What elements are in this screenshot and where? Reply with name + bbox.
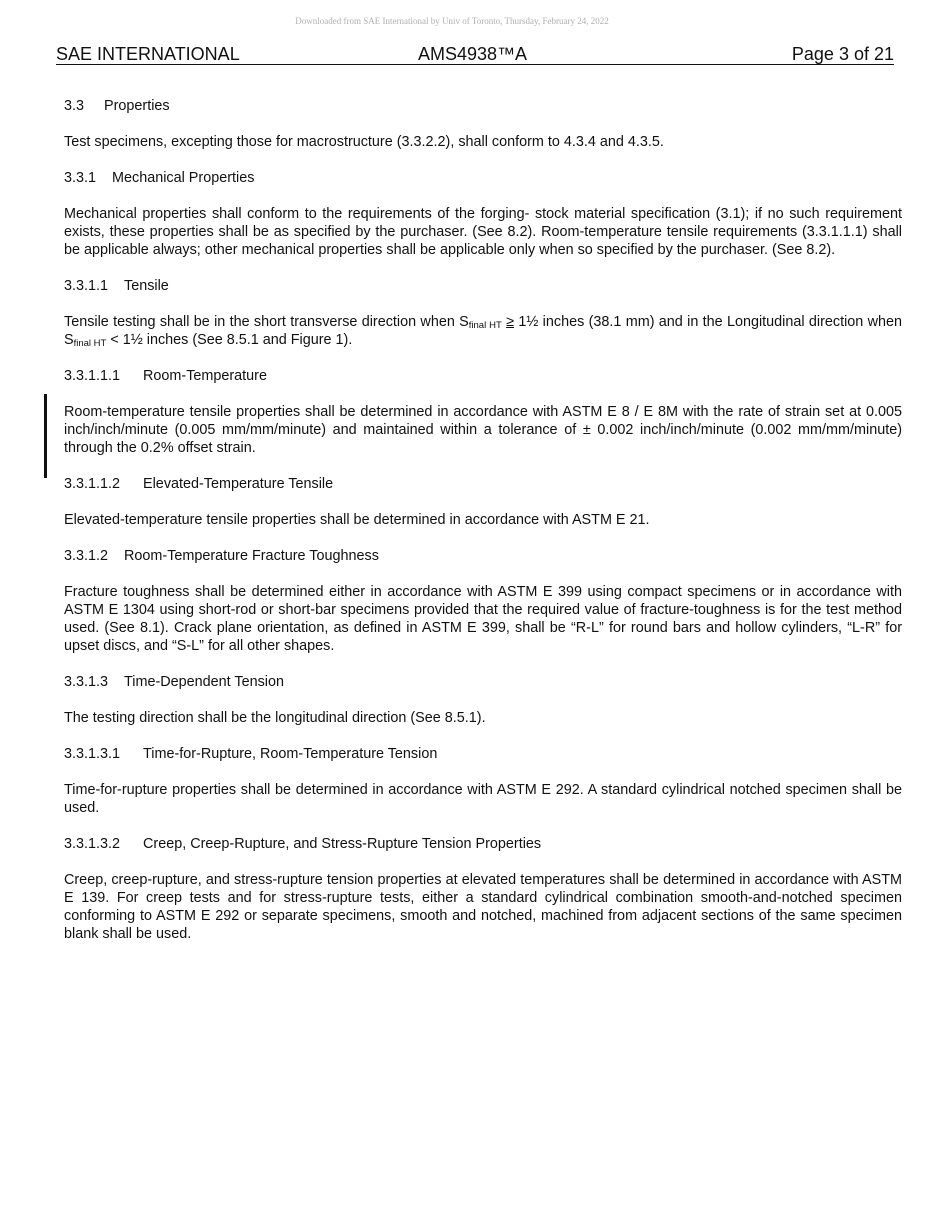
document-id: AMS4938™A xyxy=(418,44,528,64)
section-heading: 3.3.1.1.2 Elevated-Temperature Tensile xyxy=(64,476,334,492)
subscript-final-ht: final HT xyxy=(468,320,502,331)
page-header xyxy=(56,44,894,65)
section-paragraph: Room-temperature tensile properties shall be determined in accordance with ASTM E 8 / E 8M with the rate of strain set at 0.005 inch/inch/minute (0.005 mm/mm/minute) and maintained within a tolerance of ± 0.002 inch/inch/minute (0.002 mm/mm/minute) through the 0.2% offset strain. xyxy=(64,404,902,456)
greater-equal-symbol: ≥ xyxy=(506,314,515,330)
section-heading: 3.3.1.3.2 Creep, Creep-Rupture, and Stress-Rupture Tension Properties xyxy=(64,836,542,852)
revision-change-bar xyxy=(44,394,47,478)
section-paragraph: The testing direction shall be the longitudinal direction (See 8.5.1). xyxy=(64,710,486,726)
section-heading: 3.3.1 Mechanical Properties xyxy=(64,170,255,186)
document-body xyxy=(64,97,902,961)
section-paragraph: Elevated-temperature tensile properties shall be determined in accordance with ASTM E 21. xyxy=(64,512,650,528)
section-heading: 3.3.1.3.1 Time-for-Rupture, Room-Temperature Tension xyxy=(64,746,438,762)
download-watermark: Downloaded from SAE International by Univ of Toronto, Thursday, February 24, 2022 xyxy=(295,16,609,26)
section-heading: 3.3.1.3 Time-Dependent Tension xyxy=(64,674,285,690)
section-paragraph: Fracture toughness shall be determined either in accordance with ASTM E 399 using compact specimens or in accordance with ASTM E 1304 using short-rod or short-bar specimens provided that the required value of fracture-toughness is for the test method used. (See 8.1). Crack plane orientation, as defined in ASTM E 399, shall be “R-L” for round bars and hollow cylinders, “L-R” for upset discs, and “S-L” for all other shapes. xyxy=(64,584,902,654)
page-number: Page 3 of 21 xyxy=(791,44,894,64)
section-heading: 3.3.1.1 Tensile xyxy=(64,278,169,294)
section-paragraph: Tensile testing shall be in the short transverse direction when $S_{final HT}$ ≥ 1½ inches (38.1 mm) and in the Longitudinal direction when $S_{final HT}$ < 1½ inches (See 8.5.1 and Figure 1). xyxy=(64,314,903,349)
section-paragraph: Creep, creep-rupture, and stress-rupture tension properties at elevated temperatures shall be determined in accordance with ASTM E 139. For creep tests and for stress-rupture tests, either a standard cylindrical combination smooth-and-notched specimen conforming to ASTM E 292 or separate specimens, smooth and notched, machined from adjacent sections of the same specimen blank shall be used. xyxy=(64,872,902,942)
section-heading: 3.3.1.1.1 Room-Temperature xyxy=(64,368,267,384)
section-paragraph: Time-for-rupture properties shall be determined in accordance with ASTM E 292. A standard cylindrical notched specimen shall be used. xyxy=(64,782,902,816)
section-heading: 3.3.1.2 Room-Temperature Fracture Toughness xyxy=(64,548,379,564)
org-name: SAE INTERNATIONAL xyxy=(56,44,240,64)
section-paragraph: Test specimens, excepting those for macrostructure (3.3.2.2), shall conform to 4.3.4 and 4.3.5. xyxy=(64,134,664,150)
section-heading: 3.3 Properties xyxy=(64,98,170,114)
subscript-final-ht: final HT xyxy=(73,338,107,349)
section-paragraph: Mechanical properties shall conform to the requirements of the forging- stock material specification (3.1); if no such requirement exists, these properties shall be as specified by the purchaser. (See 8.2). Room-temperature tensile requirements (3.3.1.1.1) shall be applicable always; other mechanical properties shall be applicable only when so specified by the purchaser. (See 8.2). xyxy=(64,206,902,258)
